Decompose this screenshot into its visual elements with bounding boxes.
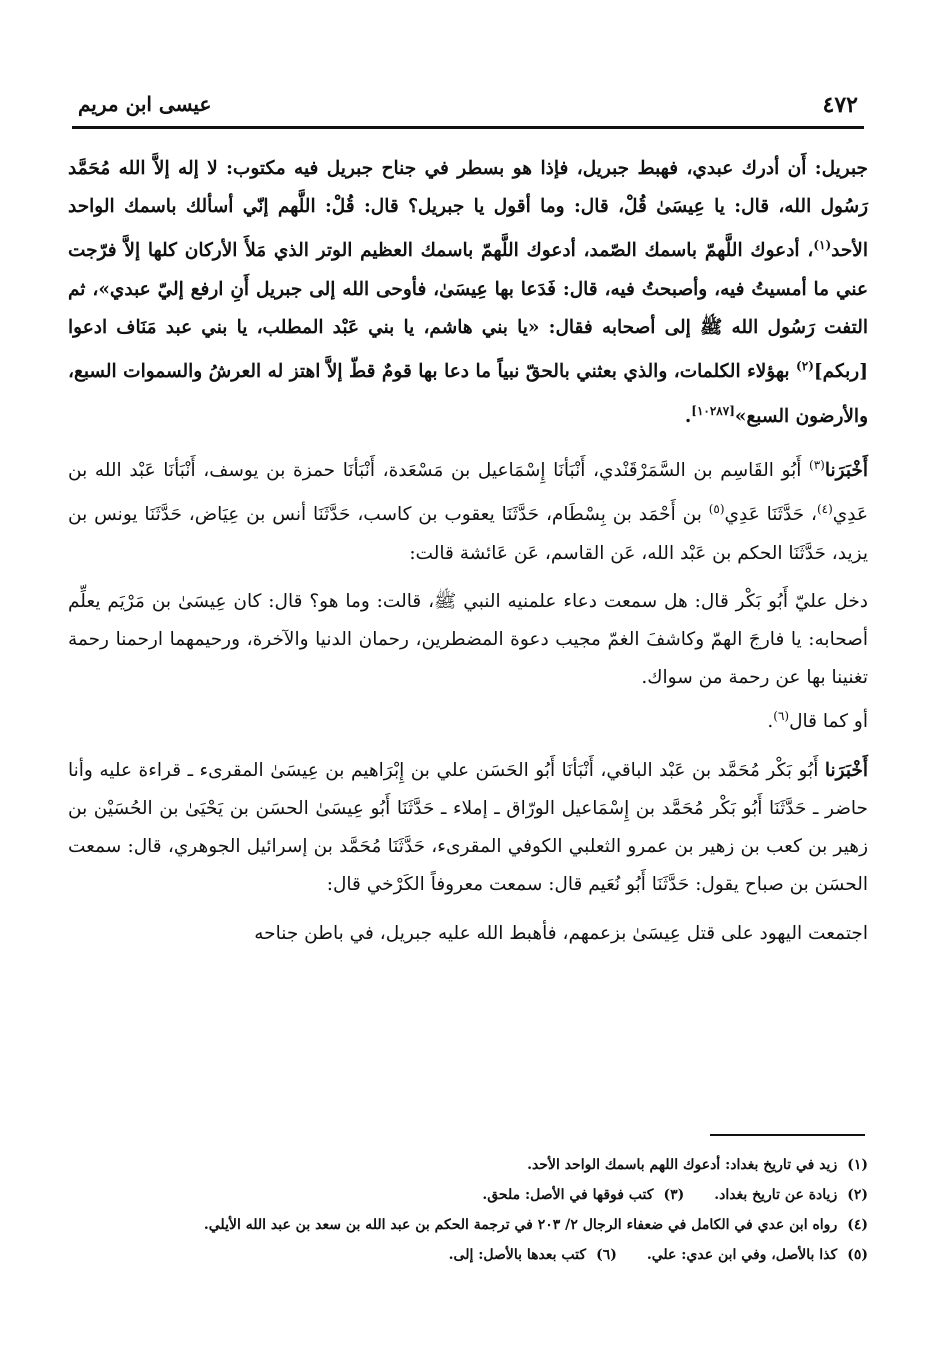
paragraph-lead: أَخْبَرَنا [824, 759, 868, 781]
running-title: عيسى ابن مريم [78, 92, 212, 116]
footnote-text: زيادة عن تاريخ بغداد. [714, 1187, 838, 1203]
footnote-row [68, 1240, 868, 1270]
footnote-text: رواه ابن عدي في الكامل في ضعفاء الرجال ٢/ ٢٠٣ في ترجمة الحكم بن عبد الله بن سعد بن عبد الله الأيلي. [203, 1217, 838, 1233]
paragraph-text: ، حَدَّثَنَا عَدِي [724, 504, 817, 526]
paragraph-text: . [684, 405, 692, 427]
footnote [527, 1150, 868, 1180]
paragraph-2 [68, 446, 868, 573]
paragraph-text: اجتمعت اليهود على قتل عِيسَىٰ بزعمهم، فأهبط الله عليه جبريل، في باطن جناحه [254, 922, 868, 944]
paragraph-5 [68, 752, 868, 905]
footnote-ref: (٣) [809, 457, 825, 472]
footnote-number: (٤) [847, 1217, 868, 1233]
footnote-text: زيد في تاريخ بغداد: أدعوك اللهم باسمك الواحد الأحد. [527, 1157, 838, 1173]
footnote-row [68, 1210, 868, 1240]
footnote-number: (٦) [596, 1247, 617, 1263]
footnote [714, 1180, 868, 1210]
paragraph-lead: أَخْبَرَنا [824, 460, 868, 482]
footnote-ref: (٦) [773, 709, 790, 724]
paragraph-text: أو كما قال [789, 711, 868, 733]
paragraph-1 [68, 150, 868, 436]
paragraph-text: . [767, 711, 774, 733]
footnote-row [68, 1180, 868, 1210]
footnote-row [68, 1150, 868, 1180]
footnote-text: كذا بالأصل، وفي ابن عدي: علي. [646, 1247, 838, 1263]
footnote-ref: (٤) [816, 502, 833, 517]
paragraph-text: بن أَحْمَد بن بِسْطَام، حَدَّثَنَا يعقوب بن كاسب، حَدَّثَنَا أنس بن عِيَاض، حَدَّثَنَا يونس بن يزيد، حَدَّثَنَا الحكم بن عَبْد الله، عَن القاسم، عَن عَائشة قالت: [68, 504, 868, 564]
hadith-number: [١٠٢٨٧] [691, 403, 735, 418]
footnote [482, 1180, 684, 1210]
footnote-ref: (٢) [796, 359, 814, 374]
paragraph-text: دخل عليّ أَبُو بَكْر قال: هل سمعت دعاء علمنيه النبي ﷺ، قالت: وما هو؟ قال: كان عِيسَىٰ بن مَرْيَم يعلِّم أصحابه: يا فارجَ الهمّ وكاشفَ الغمّ مجيب دعوة المضطرين، رحمان الدنيا والآخرة، ورحيمهما ارحمنا رحمة تغنينا بها عن رحمة من سواك. [68, 590, 868, 689]
footnote [647, 1240, 868, 1270]
footnote-text: كتب فوقها في الأصل: ملحق. [482, 1187, 654, 1203]
footnote-ref: (٥) [708, 502, 725, 517]
footnote-number: (١) [847, 1157, 868, 1173]
paragraph-6 [68, 915, 868, 953]
footnote-text: كتب بعدها بالأصل: إلى. [448, 1247, 587, 1263]
footnote-ref: (١) [813, 238, 832, 253]
body-text [68, 150, 868, 953]
footnote-divider [710, 1134, 865, 1136]
paragraph-text: جبريل: أَن أدرك عبدي، فهبط جبريل، فإذا هو بسطر في جناح جبريل فيه مكتوب: لا إله إلاَّ الله مُحَمَّد رَسُول الله، قال: يا عِيسَىٰ قُلْ، قال: وما أقول يا جبريل؟ قال: قُلْ: اللَّهم إنّي أسألك باسمك الواحد الأحد [68, 158, 868, 262]
paragraph-text: أَبُو القَاسِم بن السَّمَرْقَنْدي، أَنْبَأنَا إِسْمَاعيل بن مَسْعَدة، أَنْبَأنَا حمزة بن يوسف، أَنْبَأنَا عَبْد الله بن عَدِي [68, 460, 868, 526]
page-header [72, 86, 864, 129]
paragraph-text: ، أدعوك اللَّهمّ باسمك الصّمد، أدعوك اللَّهمّ باسمك العظيم الوتر الذي مَلأَ الأركان كلها إلاَّ فرّجت عني ما أمسيتُ فيه، وأصبحتُ فيه، قال: فَدَعا بها عِيسَىٰ، فأوحى الله إلى جبريل أَنِ ارفع إليّ عبدي»، ثم التفت رَسُول الله ﷺ إلى أصحابه فقال: «يا بني هاشم، يا بني عَبْد المطلب، يا بني عبد مَنَاف ادعوا [ربكم] [68, 240, 868, 383]
paragraph-text: بهؤلاء الكلمات، والذي بعثني بالحقّ نبياً ما دعا بها قومٌ قطّ إلاَّ اهتز له العرشُ والسموات السبع، والأرضون السبع» [68, 361, 868, 427]
footnote-number: (٥) [847, 1247, 868, 1263]
page-number: ٤٧٢ [822, 92, 858, 118]
footnote [449, 1240, 617, 1270]
paragraph-text: أَبُو بَكْر مُحَمَّد بن عَبْد الباقي، أَنْبَأنَا أَبُو الحَسَن علي بن إِبْرَاهيم بن عِيسَىٰ المقرىء ـ قراءة عليه وأنا حاضر ـ حَدَّثَنَا أَبُو بَكْر مُحَمَّد بن إِسْمَاعيل الورّاق ـ إملاء ـ حَدَّثَنَا أَبُو عِيسَىٰ الحسَن بن يَحْيَىٰ بن الحُسَيْن بن زهير بن كعب بن زهير بن عمرو الثعلبي الكوفي المقرىء، حَدَّثَنَا مُحَمَّد بن إسرائيل الجوهري، قال: سمعت الحسَن بن صباح يقول: حَدَّثَنَا أَبُو نُعَيم قال: سمعت معروفاً الكَرْخي قال: [68, 759, 868, 896]
footnote-number: (٢) [847, 1187, 868, 1203]
paragraph-4 [68, 697, 868, 741]
paragraph-3 [68, 583, 868, 698]
footnote-number: (٣) [663, 1187, 685, 1203]
footnotes [68, 1150, 868, 1270]
footnote [204, 1210, 868, 1240]
